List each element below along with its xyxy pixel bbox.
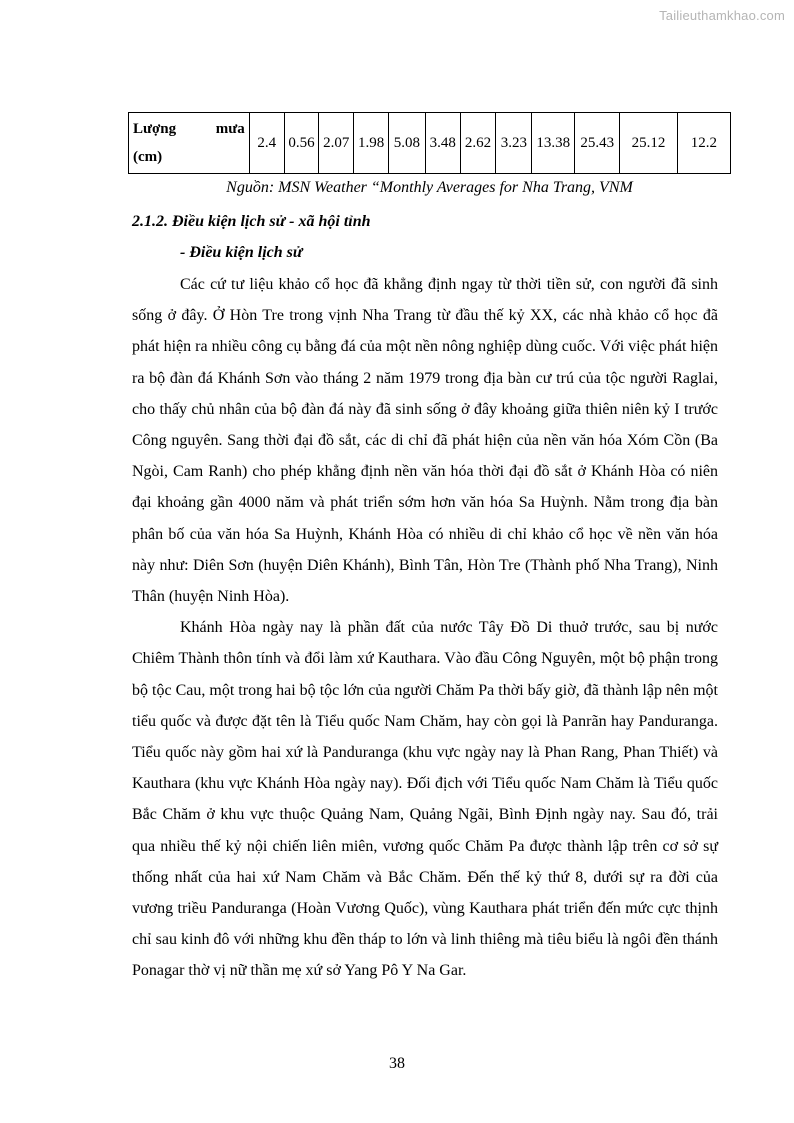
paragraph: Các cứ tư liệu khảo cổ học đã khẳng định ngay từ thời tiền sử, con người đã sinh sống ở đây. Ở Hòn Tre trong vịnh Nha Trang từ đầu thế kỷ XX, các nhà khảo cổ học đã phát hiện ra nhiều công cụ bằng đá của một nền nông nghiệp dùng cuốc. Với việc phát hiện ra bộ đàn đá Khánh Sơn vào tháng 2 năm 1979 trong địa bàn cư trú của tộc người Raglai, cho thấy chủ nhân của bộ đàn đá này đã sinh sống ở đây khoảng giữa thiên niên kỷ I trước Công nguyên. Sang thời đại đồ sắt, các di chỉ đã phát hiện của nền văn hóa Xóm Cồn (Ba Ngòi, Cam Ranh) cho phép khẳng định nền văn hóa thời đại đồ sắt ở Khánh Hòa có niên đại khoảng gần 4000 năm và phát triển sớm hơn văn hóa Sa Huỳnh. Nằm trong địa bàn phân bố của văn hóa Sa Huỳnh, Khánh Hòa có nhiều di chỉ khảo cổ học về nền văn hóa này như: Diên Sơn (huyện Diên Khánh), Bình Tân, Hòn Tre (Thành phố Nha Trang), Ninh Thân (huyện Ninh Hòa). — [132, 276, 718, 606]
table-cell: 5.08 — [388, 113, 425, 174]
watermark-text: Tailieuthamkhao.com — [659, 8, 785, 23]
table-cell: 2.07 — [319, 113, 354, 174]
table-cell: 13.38 — [532, 113, 575, 174]
sub-heading: - Điều kiện lịch sử — [180, 244, 303, 261]
page-number: 38 — [389, 1055, 405, 1072]
table-cell: 1.98 — [354, 113, 389, 174]
section-heading: 2.1.2. Điều kiện lịch sử - xã hội tỉnh — [132, 213, 371, 230]
table-cell: 2.4 — [249, 113, 284, 174]
paragraph: Khánh Hòa ngày nay là phần đất của nước Tây Đồ Di thuở trước, sau bị nước Chiêm Thành thôn tính và đổi làm xứ Kauthara. Vào đầu Công Nguyên, một bộ phận trong bộ tộc Cau, một trong hai bộ tộc lớn của người Chăm Pa thời bấy giờ, đã thành lập nên một tiểu quốc và được đặt tên là Tiểu quốc Nam Chăm, hay còn gọi là Panrãn hay Panduranga. Tiểu quốc này gồm hai xứ là Panduranga (khu vực ngày nay là Phan Rang, Phan Thiết) và Kauthara (khu vực Khánh Hòa ngày nay). Đối địch với Tiểu quốc Nam Chăm là Tiểu quốc Bắc Chăm ở khu vực thuộc Quảng Nam, Quảng Ngãi, Bình Định ngày nay. Sau đó, trải qua nhiều thế kỷ nội chiến liên miên, vương quốc Chăm Pa được thành lập trên cơ sở sự thống nhất của hai xứ Nam Chăm và Bắc Chăm. Đến thế kỷ thứ 8, dưới sự ra đời của vương triều Panduranga (Hoàn Vương Quốc), vùng Kauthara phát triển đến mức cực thịnh chỉ sau kinh đô với những khu đền tháp to lớn và linh thiêng mà tiêu biểu là ngôi đền thánh Ponagar thờ vị nữ thần mẹ xứ sở Yang Pô Y Na Gar. — [132, 619, 718, 980]
table-cell: 25.12 — [620, 113, 677, 174]
row-label-cell — [129, 113, 250, 174]
table-cell: 3.23 — [496, 113, 532, 174]
table-source-caption: Nguồn: MSN Weather “Monthly Averages for Nha Trang, VNM — [226, 179, 633, 196]
table-cell: 0.56 — [284, 113, 319, 174]
row-label-unit: (cm) — [133, 149, 163, 165]
table-cell: 2.62 — [460, 113, 496, 174]
table-cell: 25.43 — [575, 113, 620, 174]
rainfall-table — [128, 112, 731, 174]
table-cell: 12.2 — [677, 113, 730, 174]
body-text — [132, 269, 718, 987]
table-row — [129, 113, 731, 174]
row-label-word-2: mưa — [215, 121, 245, 137]
table-cell: 3.48 — [425, 113, 460, 174]
row-label-word-1: Lượng — [133, 121, 177, 137]
